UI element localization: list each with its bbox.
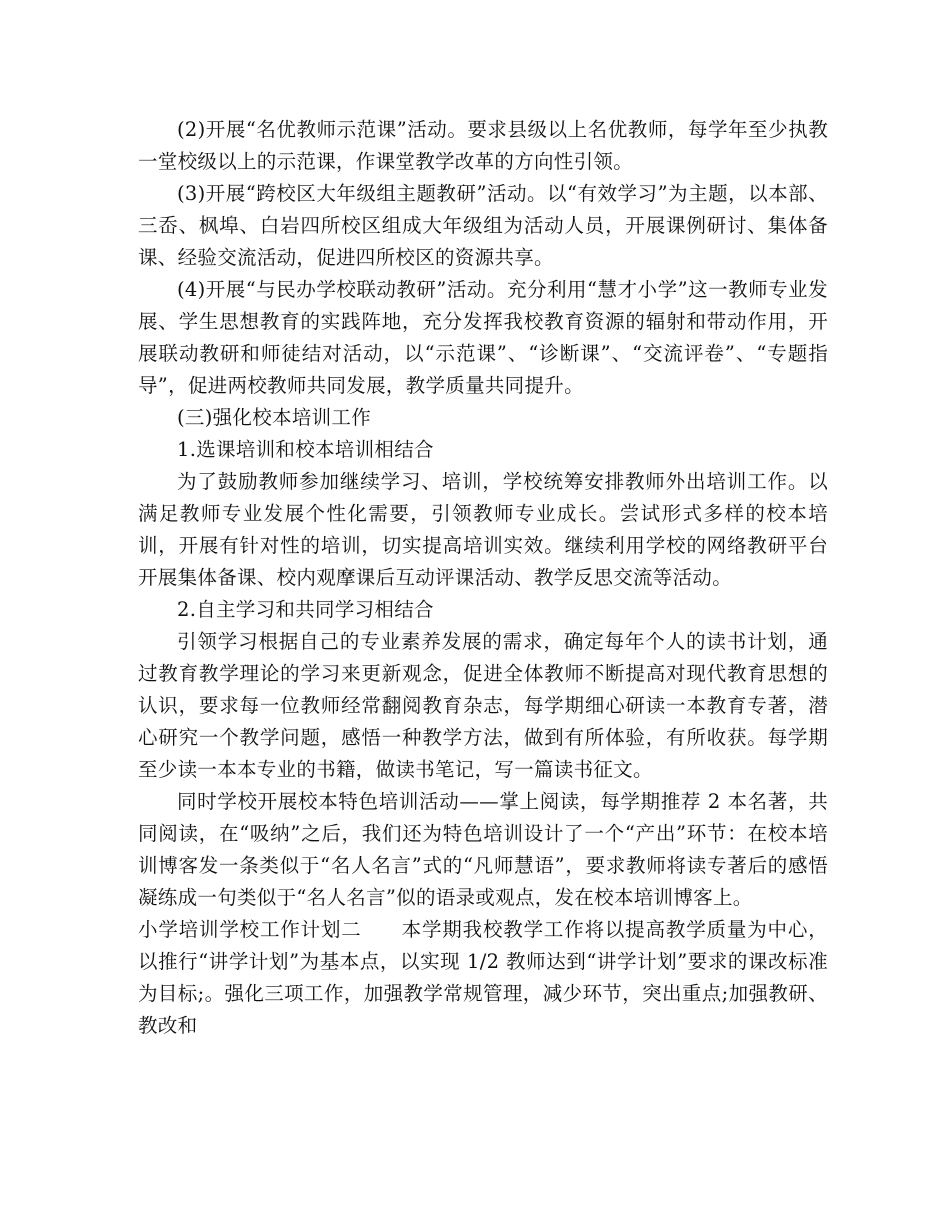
- section-two-text: 本学期我校教学工作将以提高教学质量为中心，以推行“讲学计划”为基本点，以实现 1/2 教师达到“讲学计划”要求的课改标准为目标;。强化三项工作，加强教学常规管理，减少环节，突出重点;加强教研、教改和: [138, 918, 828, 1037]
- paragraph-course-training: 为了鼓励教师参加继续学习、培训，学校统筹安排教师外出培训工作。以满足教师专业发展个性化需要，引领教师专业成长。尝试形式多样的校本培训，开展有针对性的培训，切实提高培训实效。继续利用学校的网络教研平台开展集体备课、校内观摩课后互动评课活动、教学反思交流等活动。: [138, 470, 828, 589]
- heading-school-training: (三)强化校本培训工作: [177, 406, 372, 429]
- subheading-course-training: 1.选课培训和校本培训相结合: [177, 438, 434, 461]
- document-body: [138, 114, 828, 1042]
- section-two-title: 小学培训学校工作计划二: [138, 918, 362, 941]
- paragraph-reading-activity: 同时学校开展校本特色培训活动——掌上阅读，每学期推荐 2 本名著，共同阅读，在“吸纳”之后，我们还为特色培训设计了一个“产出”环节：在校本培训博客发一条类似于“名人名言”式的“凡师慧语”，要求教师将读专著后的感悟凝练成一句类似于“名人名言”似的语录或观点，发在校本培训博客上。: [138, 790, 828, 909]
- subheading-self-study: 2.自主学习和共同学习相结合: [177, 598, 434, 621]
- paragraph-model-lesson: (2)开展“名优教师示范课”活动。要求县级以上名优教师，每学年至少执教一堂校级以上的示范课，作课堂教学改革的方向性引领。: [138, 118, 828, 173]
- paragraph-self-study: 引领学习根据自己的专业素养发展的需求，确定每年个人的读书计划，通过教育教学理论的学习来更新观念，促进全体教师不断提高对现代教育思想的认识，要求每一位教师经常翻阅教育杂志，每学期细心研读一本教育专著，潜心研究一个教学问题，感悟一种教学方法，做到有所体验，有所收获。每学期至少读一本本专业的书籍，做读书笔记，写一篇读书征文。: [138, 630, 828, 781]
- section-two-paragraph: [138, 914, 828, 1042]
- paragraph-private-school-research: (4)开展“与民办学校联动教研”活动。充分利用“慧才小学”这一教师专业发展、学生思想教育的实践阵地，充分发挥我校教育资源的辐射和带动作用，开展联动教研和师徒结对活动，以“示范课”、“诊断课”、“交流评卷”、“专题指导”，促进两校教师共同发展，教学质量共同提升。: [138, 278, 828, 397]
- paragraph-cross-campus-research: (3)开展“跨校区大年级组主题教研”活动。以“有效学习”为主题，以本部、三岙、枫埠、白岩四所校区组成大年级组为活动人员，开展课例研讨、集体备课、经验交流活动，促进四所校区的资源共享。: [138, 182, 828, 269]
